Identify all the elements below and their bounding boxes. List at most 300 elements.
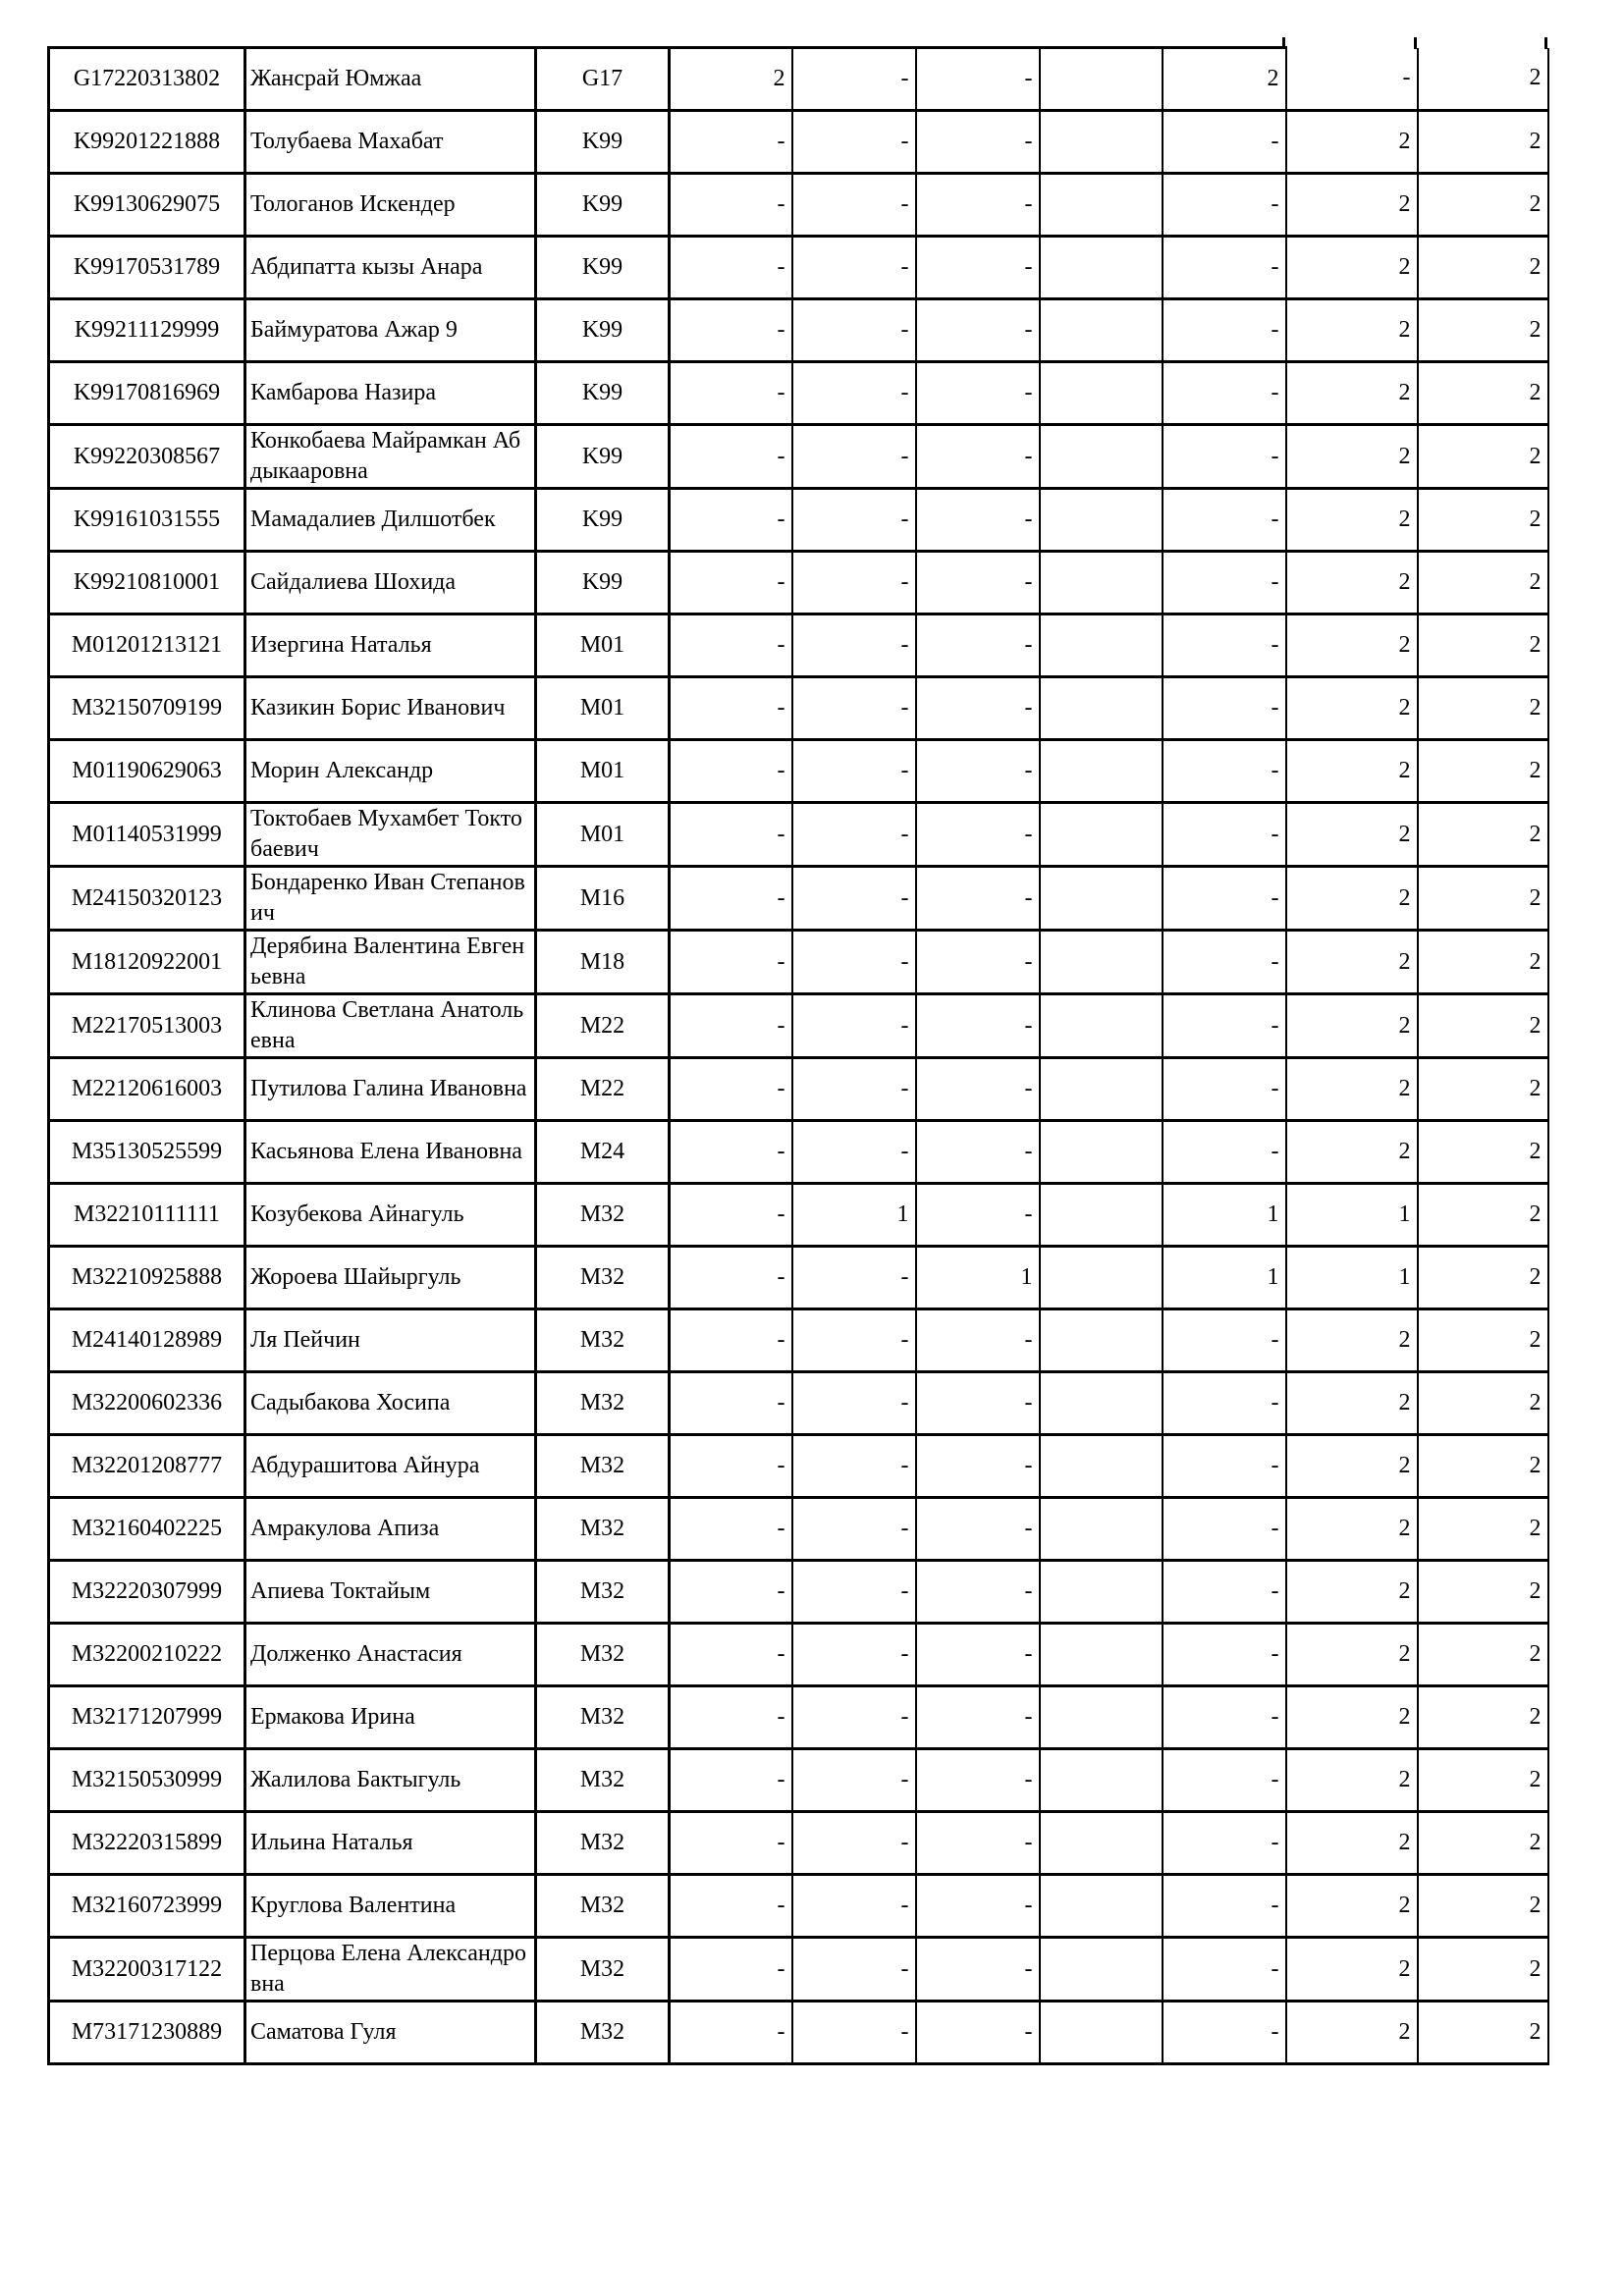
total-cell: 2 <box>1418 614 1548 677</box>
value-cell-9: 2 <box>1286 1435 1418 1498</box>
row-code-cell: M32 <box>536 1372 670 1435</box>
value-cell-7 <box>1040 1938 1163 2002</box>
row-name-cell: Клинова Светлана Анатольевна <box>245 994 536 1058</box>
value-cell-8: - <box>1163 803 1286 867</box>
total-cell: 2 <box>1418 1686 1548 1749</box>
value-cell-5: - <box>792 1498 916 1561</box>
value-cell-7 <box>1040 867 1163 931</box>
row-code-cell: M01 <box>536 803 670 867</box>
value-cell-6: - <box>916 48 1040 111</box>
value-cell-5: - <box>792 362 916 425</box>
value-cell-9: 2 <box>1286 1938 1418 2002</box>
total-cell: 2 <box>1418 299 1548 362</box>
table-row <box>49 1938 1548 2002</box>
row-name-cell: Сайдалиева Шохида <box>245 552 536 614</box>
row-name-cell: Ля Пейчин <box>245 1309 536 1372</box>
row-id-cell: M32150530999 <box>49 1749 245 1812</box>
value-cell-6: - <box>916 1498 1040 1561</box>
row-id-cell: K99201221888 <box>49 111 245 174</box>
value-cell-8: - <box>1163 1121 1286 1184</box>
value-cell-9: 2 <box>1286 1121 1418 1184</box>
value-cell-7 <box>1040 237 1163 299</box>
total-cell: 2 <box>1418 677 1548 740</box>
value-cell-7 <box>1040 111 1163 174</box>
value-cell-6: - <box>916 299 1040 362</box>
value-cell-8: - <box>1163 677 1286 740</box>
row-name-cell: Камбарова Назира <box>245 362 536 425</box>
value-cell-4: - <box>670 614 792 677</box>
row-code-cell: K99 <box>536 362 670 425</box>
value-cell-9: - <box>1286 48 1418 111</box>
value-cell-9: 2 <box>1286 677 1418 740</box>
table-row <box>49 1561 1548 1624</box>
value-cell-5: - <box>792 48 916 111</box>
total-cell: 2 <box>1418 48 1548 111</box>
row-name-cell: Баймуратова Ажар 9 <box>245 299 536 362</box>
table-row <box>49 677 1548 740</box>
row-id-cell: M32160723999 <box>49 1875 245 1938</box>
table-row <box>49 552 1548 614</box>
total-cell: 2 <box>1418 2002 1548 2064</box>
value-cell-7 <box>1040 1812 1163 1875</box>
value-cell-8: - <box>1163 1812 1286 1875</box>
value-cell-5: - <box>792 1875 916 1938</box>
table-row <box>49 614 1548 677</box>
total-cell: 2 <box>1418 552 1548 614</box>
total-cell: 2 <box>1418 1184 1548 1247</box>
value-cell-7 <box>1040 1435 1163 1498</box>
total-cell: 2 <box>1418 1058 1548 1121</box>
row-code-cell: M01 <box>536 614 670 677</box>
value-cell-6: - <box>916 1686 1040 1749</box>
total-cell: 2 <box>1418 425 1548 489</box>
value-cell-9: 2 <box>1286 1309 1418 1372</box>
value-cell-9: 2 <box>1286 299 1418 362</box>
row-name-cell: Мамадалиев Дилшотбек <box>245 489 536 552</box>
value-cell-7 <box>1040 1686 1163 1749</box>
row-code-cell: K99 <box>536 299 670 362</box>
value-cell-9: 2 <box>1286 425 1418 489</box>
total-cell: 2 <box>1418 1121 1548 1184</box>
value-cell-9: 2 <box>1286 867 1418 931</box>
row-code-cell: M32 <box>536 1309 670 1372</box>
value-cell-5: - <box>792 1247 916 1309</box>
table-row <box>49 237 1548 299</box>
value-cell-5: - <box>792 740 916 803</box>
value-cell-7 <box>1040 1184 1163 1247</box>
total-cell: 2 <box>1418 1812 1548 1875</box>
value-cell-5: - <box>792 1561 916 1624</box>
row-code-cell: M32 <box>536 1938 670 2002</box>
value-cell-6: - <box>916 1309 1040 1372</box>
value-cell-5: - <box>792 111 916 174</box>
value-cell-6: - <box>916 425 1040 489</box>
value-cell-9: 2 <box>1286 931 1418 994</box>
total-cell: 2 <box>1418 111 1548 174</box>
row-name-cell: Амракулова Апиза <box>245 1498 536 1561</box>
value-cell-7 <box>1040 740 1163 803</box>
row-name-cell: Ильина Наталья <box>245 1812 536 1875</box>
value-cell-9: 2 <box>1286 740 1418 803</box>
value-cell-8: - <box>1163 1875 1286 1938</box>
value-cell-7 <box>1040 1121 1163 1184</box>
value-cell-8: - <box>1163 111 1286 174</box>
value-cell-4: - <box>670 552 792 614</box>
table-row <box>49 299 1548 362</box>
row-id-cell: M35130525599 <box>49 1121 245 1184</box>
table-row <box>49 1435 1548 1498</box>
total-cell: 2 <box>1418 174 1548 237</box>
value-cell-4: - <box>670 1372 792 1435</box>
table-row <box>49 1812 1548 1875</box>
row-name-cell: Садыбакова Хосипа <box>245 1372 536 1435</box>
value-cell-8: - <box>1163 489 1286 552</box>
value-cell-5: - <box>792 2002 916 2064</box>
value-cell-8: - <box>1163 174 1286 237</box>
value-cell-5: - <box>792 299 916 362</box>
value-cell-6: - <box>916 1372 1040 1435</box>
total-cell: 2 <box>1418 867 1548 931</box>
row-code-cell: K99 <box>536 489 670 552</box>
value-cell-9: 1 <box>1286 1247 1418 1309</box>
table-row <box>49 1624 1548 1686</box>
row-id-cell: M32200317122 <box>49 1938 245 2002</box>
value-cell-9: 2 <box>1286 1624 1418 1686</box>
row-code-cell: M32 <box>536 1749 670 1812</box>
row-code-cell: K99 <box>536 237 670 299</box>
value-cell-4: - <box>670 1435 792 1498</box>
value-cell-5: - <box>792 1749 916 1812</box>
value-cell-6: - <box>916 1561 1040 1624</box>
row-name-cell: Тологанов Искендер <box>245 174 536 237</box>
row-name-cell: Изергина Наталья <box>245 614 536 677</box>
value-cell-7 <box>1040 677 1163 740</box>
value-cell-4: - <box>670 931 792 994</box>
row-name-cell: Саматова Гуля <box>245 2002 536 2064</box>
row-name-cell: Жороева Шайыргуль <box>245 1247 536 1309</box>
table-row <box>49 48 1548 111</box>
value-cell-8: - <box>1163 867 1286 931</box>
table-row <box>49 174 1548 237</box>
row-code-cell: G17 <box>536 48 670 111</box>
value-cell-6: - <box>916 994 1040 1058</box>
row-code-cell: M22 <box>536 1058 670 1121</box>
value-cell-9: 2 <box>1286 111 1418 174</box>
value-cell-6: - <box>916 803 1040 867</box>
value-cell-6: - <box>916 867 1040 931</box>
row-id-cell: M22120616003 <box>49 1058 245 1121</box>
value-cell-7 <box>1040 425 1163 489</box>
value-cell-4: - <box>670 1498 792 1561</box>
table-row <box>49 1498 1548 1561</box>
value-cell-5: - <box>792 677 916 740</box>
value-cell-8: 1 <box>1163 1247 1286 1309</box>
row-name-cell: Апиева Токтайым <box>245 1561 536 1624</box>
table-row <box>49 1372 1548 1435</box>
value-cell-8: - <box>1163 1561 1286 1624</box>
value-cell-8: 1 <box>1163 1184 1286 1247</box>
value-cell-4: - <box>670 740 792 803</box>
value-cell-6: - <box>916 552 1040 614</box>
total-cell: 2 <box>1418 1875 1548 1938</box>
row-id-cell: M32220307999 <box>49 1561 245 1624</box>
value-cell-8: - <box>1163 1372 1286 1435</box>
total-cell: 2 <box>1418 1498 1548 1561</box>
value-cell-4: - <box>670 867 792 931</box>
value-cell-5: - <box>792 1121 916 1184</box>
value-cell-6: - <box>916 174 1040 237</box>
value-cell-8: - <box>1163 1624 1286 1686</box>
value-cell-9: 2 <box>1286 237 1418 299</box>
row-code-cell: M32 <box>536 1184 670 1247</box>
value-cell-6: - <box>916 740 1040 803</box>
value-cell-7 <box>1040 1309 1163 1372</box>
row-code-cell: M01 <box>536 677 670 740</box>
row-id-cell: M73171230889 <box>49 2002 245 2064</box>
value-cell-7 <box>1040 803 1163 867</box>
value-cell-6: - <box>916 111 1040 174</box>
value-cell-4: - <box>670 1875 792 1938</box>
value-cell-6: - <box>916 614 1040 677</box>
value-cell-5: - <box>792 489 916 552</box>
value-cell-6: - <box>916 1749 1040 1812</box>
row-name-cell: Путилова Галина Ивановна <box>245 1058 536 1121</box>
table-row <box>49 1058 1548 1121</box>
table-row <box>49 111 1548 174</box>
row-id-cell: M24150320123 <box>49 867 245 931</box>
value-cell-4: - <box>670 1686 792 1749</box>
value-cell-4: - <box>670 1938 792 2002</box>
row-id-cell: M32200210222 <box>49 1624 245 1686</box>
table-row <box>49 489 1548 552</box>
value-cell-5: - <box>792 1624 916 1686</box>
value-cell-5: - <box>792 174 916 237</box>
value-cell-4: - <box>670 994 792 1058</box>
row-id-cell: K99170816969 <box>49 362 245 425</box>
table-row <box>49 1749 1548 1812</box>
value-cell-9: 2 <box>1286 1372 1418 1435</box>
column-divider-tick <box>1544 37 1547 49</box>
value-cell-6: - <box>916 1058 1040 1121</box>
value-cell-6: - <box>916 1812 1040 1875</box>
row-code-cell: M22 <box>536 994 670 1058</box>
value-cell-8: - <box>1163 1435 1286 1498</box>
table-row <box>49 1309 1548 1372</box>
value-cell-4: - <box>670 1121 792 1184</box>
value-cell-9: 2 <box>1286 1749 1418 1812</box>
total-cell: 2 <box>1418 1372 1548 1435</box>
value-cell-7 <box>1040 1247 1163 1309</box>
row-name-cell: Конкобаева Майрамкан Абдыкааровна <box>245 425 536 489</box>
value-cell-4: - <box>670 237 792 299</box>
value-cell-5: - <box>792 1938 916 2002</box>
row-name-cell: Жансрай Юмжаа <box>245 48 536 111</box>
value-cell-7 <box>1040 994 1163 1058</box>
value-cell-9: 2 <box>1286 362 1418 425</box>
row-name-cell: Казикин Борис Иванович <box>245 677 536 740</box>
value-cell-4: - <box>670 425 792 489</box>
row-id-cell: M01201213121 <box>49 614 245 677</box>
value-cell-9: 2 <box>1286 1812 1418 1875</box>
value-cell-4: - <box>670 1812 792 1875</box>
value-cell-5: - <box>792 1372 916 1435</box>
value-cell-5: - <box>792 803 916 867</box>
row-code-cell: M32 <box>536 1498 670 1561</box>
row-code-cell: M18 <box>536 931 670 994</box>
value-cell-8: - <box>1163 237 1286 299</box>
table-row <box>49 362 1548 425</box>
value-cell-6: - <box>916 489 1040 552</box>
value-cell-5: - <box>792 1812 916 1875</box>
value-cell-5: - <box>792 1309 916 1372</box>
row-code-cell: M32 <box>536 2002 670 2064</box>
value-cell-7 <box>1040 299 1163 362</box>
value-cell-8: - <box>1163 994 1286 1058</box>
value-cell-4: - <box>670 299 792 362</box>
value-cell-8: - <box>1163 740 1286 803</box>
row-name-cell: Жалилова Бактыгуль <box>245 1749 536 1812</box>
value-cell-7 <box>1040 1498 1163 1561</box>
value-cell-8: - <box>1163 362 1286 425</box>
value-cell-9: 2 <box>1286 803 1418 867</box>
row-code-cell: M32 <box>536 1624 670 1686</box>
row-code-cell: M32 <box>536 1435 670 1498</box>
value-cell-6: - <box>916 1121 1040 1184</box>
row-name-cell: Козубекова Айнагуль <box>245 1184 536 1247</box>
table-row <box>49 2002 1548 2064</box>
row-name-cell: Касьянова Елена Ивановна <box>245 1121 536 1184</box>
row-code-cell: K99 <box>536 111 670 174</box>
value-cell-4: - <box>670 1561 792 1624</box>
total-cell: 2 <box>1418 1435 1548 1498</box>
value-cell-5: - <box>792 1686 916 1749</box>
row-name-cell: Абдипатта кызы Анара <box>245 237 536 299</box>
row-id-cell: M32160402225 <box>49 1498 245 1561</box>
value-cell-7 <box>1040 48 1163 111</box>
row-code-cell: K99 <box>536 552 670 614</box>
value-cell-6: - <box>916 237 1040 299</box>
row-code-cell: K99 <box>536 174 670 237</box>
total-cell: 2 <box>1418 1938 1548 2002</box>
row-id-cell: M22170513003 <box>49 994 245 1058</box>
total-cell: 2 <box>1418 1309 1548 1372</box>
value-cell-7 <box>1040 1372 1163 1435</box>
table-row <box>49 1247 1548 1309</box>
row-name-cell: Бондаренко Иван Степанович <box>245 867 536 931</box>
value-cell-8: - <box>1163 1938 1286 2002</box>
total-cell: 2 <box>1418 931 1548 994</box>
table-row <box>49 740 1548 803</box>
value-cell-7 <box>1040 362 1163 425</box>
table-row <box>49 425 1548 489</box>
row-name-cell: Круглова Валентина <box>245 1875 536 1938</box>
value-cell-7 <box>1040 1749 1163 1812</box>
table-body <box>49 48 1548 2064</box>
row-name-cell: Толубаева Махабат <box>245 111 536 174</box>
row-code-cell: M32 <box>536 1561 670 1624</box>
value-cell-7 <box>1040 2002 1163 2064</box>
row-code-cell: M01 <box>536 740 670 803</box>
value-cell-7 <box>1040 174 1163 237</box>
document-page <box>47 46 1549 2065</box>
value-cell-8: - <box>1163 1686 1286 1749</box>
value-cell-4: 2 <box>670 48 792 111</box>
row-name-cell: Ермакова Ирина <box>245 1686 536 1749</box>
value-cell-8: - <box>1163 552 1286 614</box>
value-cell-5: - <box>792 1058 916 1121</box>
value-cell-7 <box>1040 1561 1163 1624</box>
row-id-cell: M01140531999 <box>49 803 245 867</box>
value-cell-5: - <box>792 237 916 299</box>
value-cell-4: - <box>670 2002 792 2064</box>
table-row <box>49 1184 1548 1247</box>
row-name-cell: Долженко Анастасия <box>245 1624 536 1686</box>
table-row <box>49 803 1548 867</box>
total-cell: 2 <box>1418 1561 1548 1624</box>
value-cell-9: 2 <box>1286 1498 1418 1561</box>
table-row <box>49 867 1548 931</box>
total-cell: 2 <box>1418 489 1548 552</box>
row-id-cell: M32210111111 <box>49 1184 245 1247</box>
value-cell-4: - <box>670 362 792 425</box>
total-cell: 2 <box>1418 1624 1548 1686</box>
row-name-cell: Токтобаев Мухамбет Токтобаевич <box>245 803 536 867</box>
row-id-cell: K99210810001 <box>49 552 245 614</box>
value-cell-4: - <box>670 174 792 237</box>
value-cell-9: 2 <box>1286 1058 1418 1121</box>
column-divider-tick <box>1282 37 1285 49</box>
value-cell-6: - <box>916 931 1040 994</box>
value-cell-9: 2 <box>1286 1561 1418 1624</box>
row-id-cell: K99161031555 <box>49 489 245 552</box>
value-cell-8: - <box>1163 1058 1286 1121</box>
value-cell-8: - <box>1163 2002 1286 2064</box>
row-id-cell: M01190629063 <box>49 740 245 803</box>
row-code-cell: M24 <box>536 1121 670 1184</box>
row-id-cell: K99170531789 <box>49 237 245 299</box>
value-cell-5: - <box>792 1435 916 1498</box>
records-table <box>47 46 1549 2065</box>
value-cell-4: - <box>670 111 792 174</box>
value-cell-9: 2 <box>1286 552 1418 614</box>
row-id-cell: M32201208777 <box>49 1435 245 1498</box>
row-id-cell: M24140128989 <box>49 1309 245 1372</box>
value-cell-7 <box>1040 1624 1163 1686</box>
row-id-cell: M32220315899 <box>49 1812 245 1875</box>
row-id-cell: M32150709199 <box>49 677 245 740</box>
value-cell-4: - <box>670 489 792 552</box>
value-cell-4: - <box>670 677 792 740</box>
value-cell-8: - <box>1163 614 1286 677</box>
value-cell-8: - <box>1163 1309 1286 1372</box>
value-cell-9: 2 <box>1286 2002 1418 2064</box>
value-cell-7 <box>1040 1058 1163 1121</box>
row-id-cell: K99211129999 <box>49 299 245 362</box>
value-cell-6: - <box>916 1938 1040 2002</box>
value-cell-8: - <box>1163 299 1286 362</box>
row-id-cell: K99130629075 <box>49 174 245 237</box>
table-row <box>49 931 1548 994</box>
row-id-cell: M32171207999 <box>49 1686 245 1749</box>
row-code-cell: M16 <box>536 867 670 931</box>
row-name-cell: Дерябина Валентина Евгеньевна <box>245 931 536 994</box>
total-cell: 2 <box>1418 1749 1548 1812</box>
row-code-cell: M32 <box>536 1686 670 1749</box>
value-cell-4: - <box>670 1749 792 1812</box>
row-id-cell: G17220313802 <box>49 48 245 111</box>
table-row <box>49 1121 1548 1184</box>
value-cell-8: 2 <box>1163 48 1286 111</box>
